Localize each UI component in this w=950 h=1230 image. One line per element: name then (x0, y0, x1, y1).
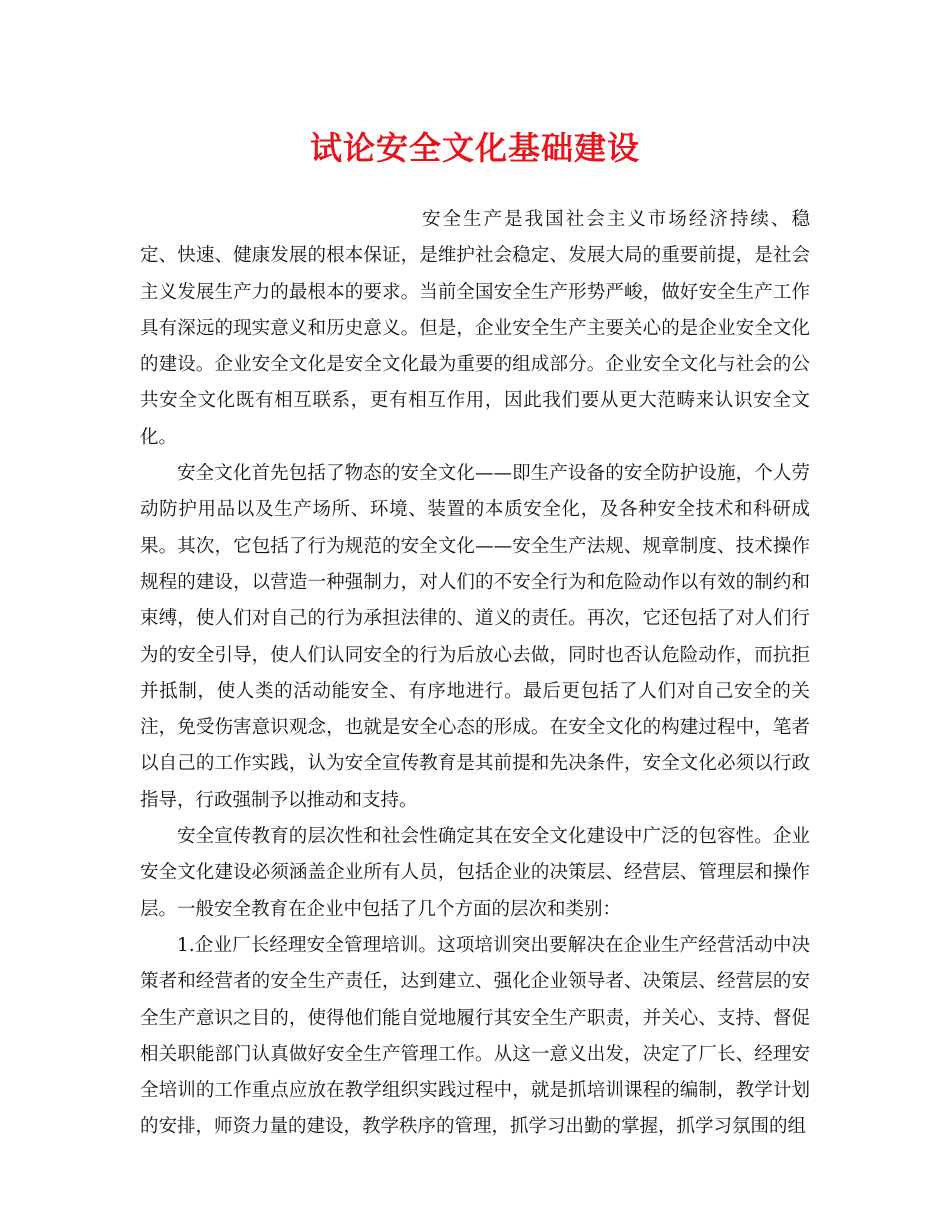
document-title: 试论安全文化基础建设 (309, 129, 640, 167)
paragraph-2: 安全文化首先包括了物态的安全文化——即生产设备的安全防护设施，个人劳动防护用品以及生产场所、环境、装置的本质安全化，及各种安全技术和科研成果。其次，它包括了行为规范的安全文化——安全生产法规、规章制度、技术操作规程的建设，以营造一种强制力，对人们的不安全行为和危险动作以有效的制约和束缚，使人们对自己的行为承担法律的、道义的责任。再次，它还包括了对人们行为的安全引导，使人们认同安全的行为后放心去做，同时也否认危险动作，而抗拒并抵制，使人类的活动能安全、有序地进行。最后更包括了人们对自己安全的关注，免受伤害意识观念，也就是安全心态的形成。在安全文化的构建过程中，笔者以自己的工作实践，认为安全宣传教育是其前提和先决条件，安全文化必须以行政指导，行政强制予以推动和支持。 (140, 463, 810, 811)
document-body (140, 202, 810, 1146)
paragraph-1: 安全生产是我国社会主义市场经济持续、稳定、快速、健康发展的根本保证，是维护社会稳定、发展大局的重要前提，是社会主义发展生产力的最根本的要求。当前全国安全生产形势严峻，做好安全生产工作具有深远的现实意义和历史意义。但是，企业安全生产主要关心的是企业安全文化的建设。企业安全文化是安全文化最为重要的组成部分。企业安全文化与社会的公共安全文化既有相互联系，更有相互作用，因此我们要从更大范畴来认识安全文化。 (140, 209, 810, 448)
paragraph-3: 安全宣传教育的层次性和社会性确定其在安全文化建设中广泛的包容性。企业安全文化建设必须涵盖企业所有人员，包括企业的决策层、经营层、管理层和操作层。一般安全教育在企业中包括了几个方面的层次和类别： (140, 826, 810, 920)
paragraph-4: 1.企业厂长经理安全管理培训。这项培训突出要解决在企业生产经营活动中决策者和经营者的安全生产责任，达到建立、强化企业领导者、决策层、经营层的安全生产意识之目的，使得他们能自觉地履行其安全生产职责，并关心、支持、督促相关职能部门认真做好安全生产管理工作。从这一意义出发，决定了厂长、经理安全培训的工作重点应放在教学组织实践过程中，就是抓培训课程的编制，教学计划的安排，师资力量的建设，教学秩序的管理，抓学习出勤的掌握，抓学习氛围的组 (140, 934, 810, 1138)
